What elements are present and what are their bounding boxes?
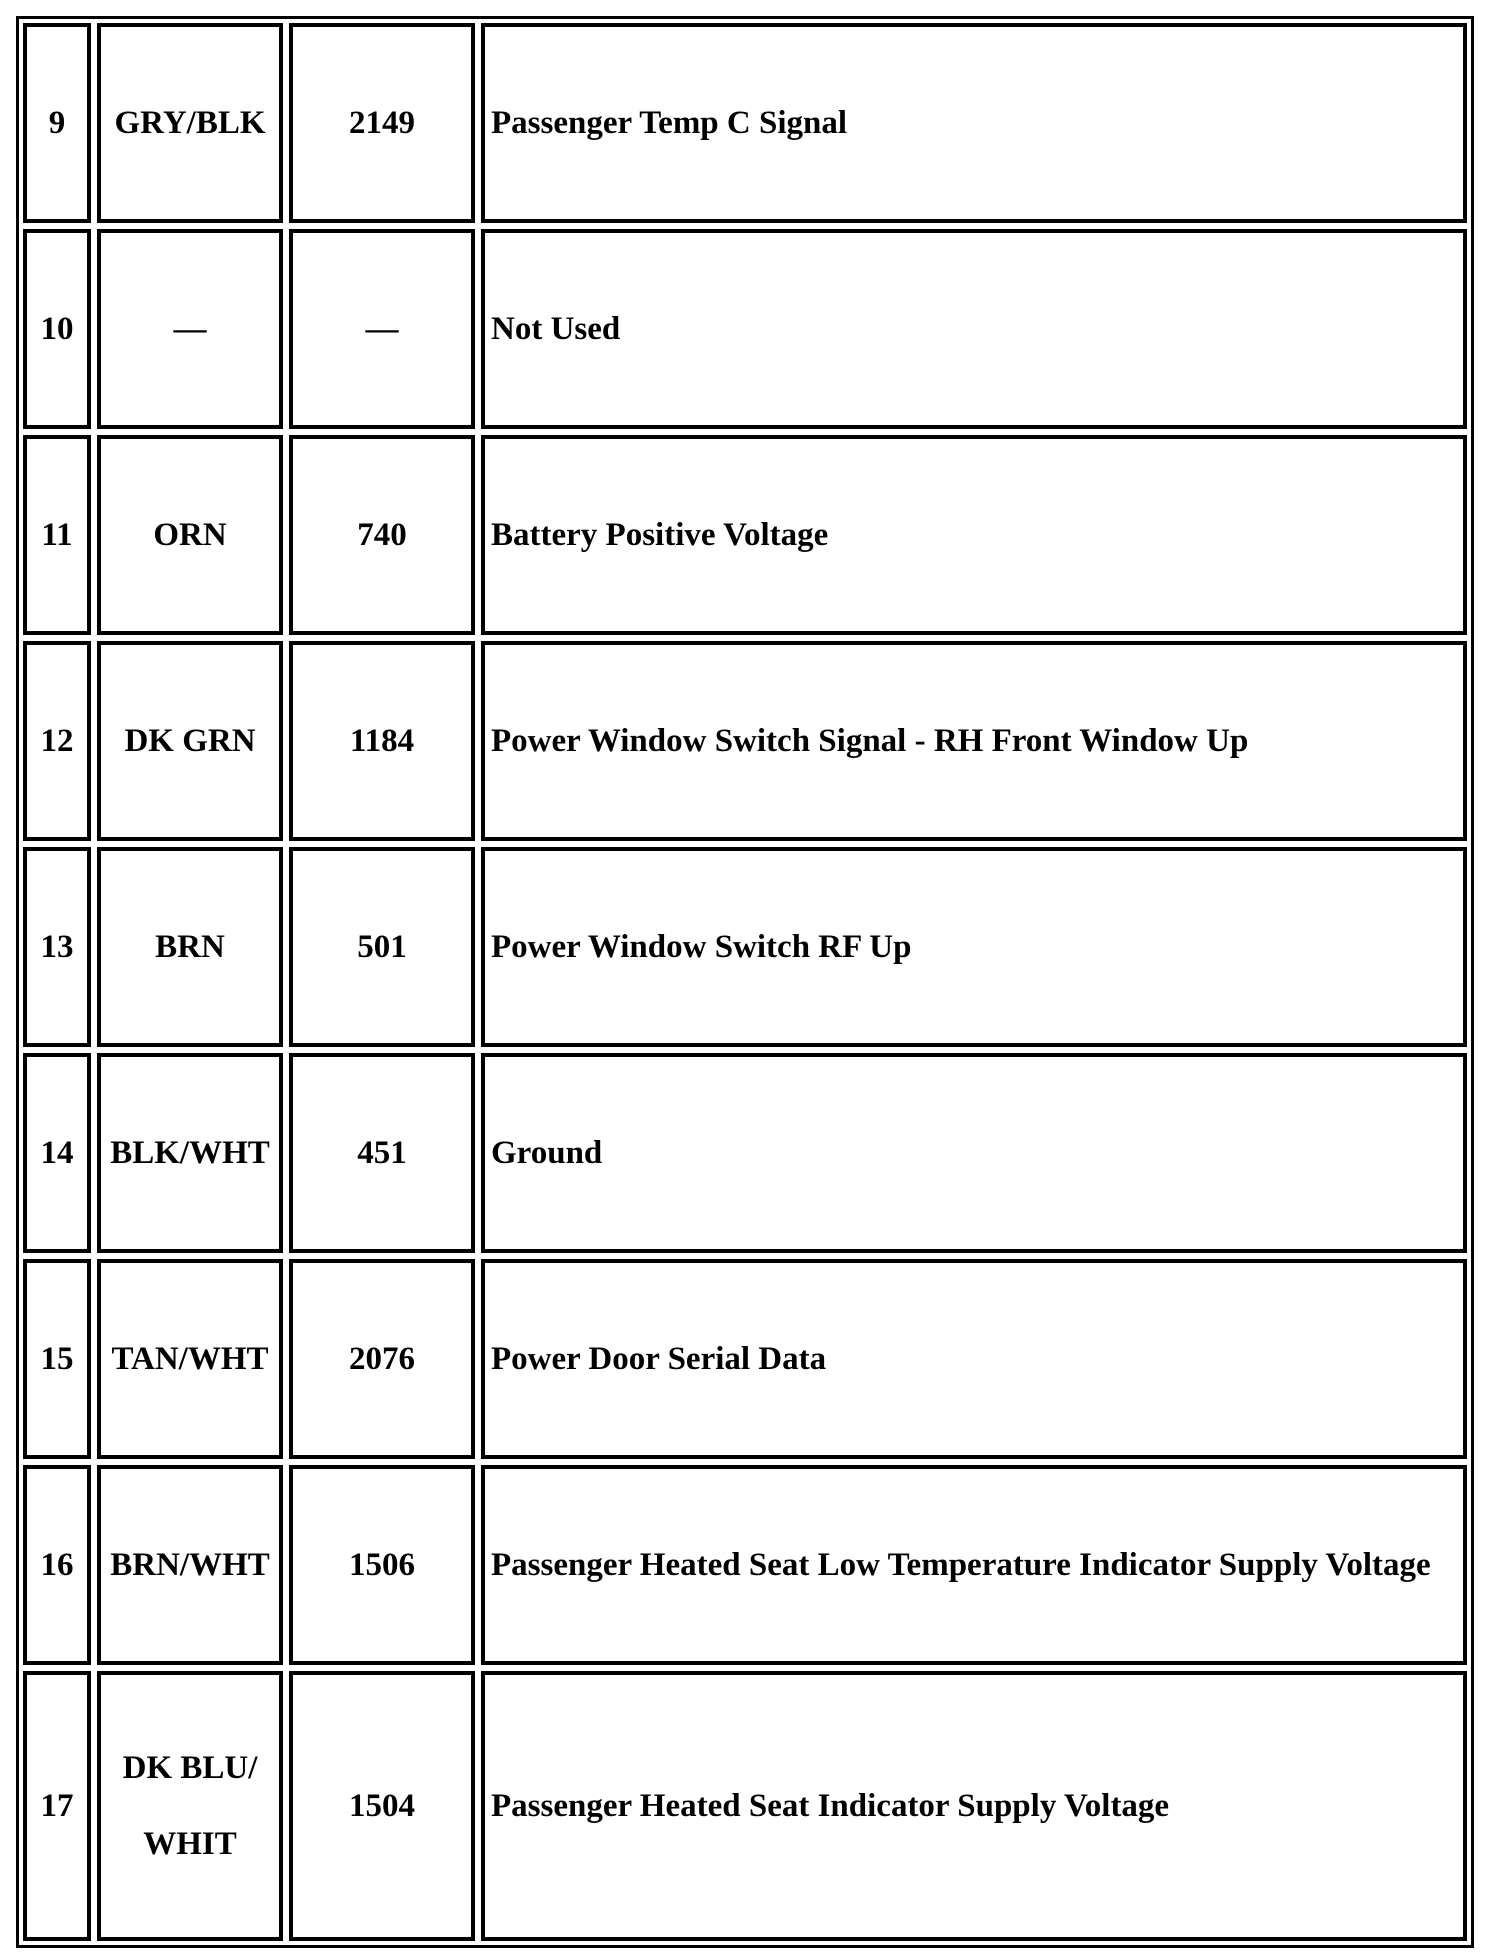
pin-cell: 14 — [23, 1053, 91, 1253]
wire-color-cell: BRN — [97, 847, 283, 1047]
table-row — [23, 1465, 1467, 1665]
wire-color-cell: DK BLU/ WHIT — [97, 1671, 283, 1941]
function-cell: Power Window Switch Signal - RH Front Window Up — [481, 641, 1467, 841]
circuit-number-cell: 451 — [289, 1053, 475, 1253]
circuit-number-cell: 2076 — [289, 1259, 475, 1459]
function-cell: Passenger Temp C Signal — [481, 23, 1467, 223]
pin-cell: 16 — [23, 1465, 91, 1665]
circuit-number-cell: 1184 — [289, 641, 475, 841]
table-row — [23, 1053, 1467, 1253]
pin-cell: 11 — [23, 435, 91, 635]
function-cell: Not Used — [481, 229, 1467, 429]
circuit-number-cell: 1504 — [289, 1671, 475, 1941]
table-row — [23, 1671, 1467, 1941]
wire-color-cell: TAN/WHT — [97, 1259, 283, 1459]
connector-pinout-table — [16, 16, 1474, 1948]
pin-cell: 9 — [23, 23, 91, 223]
function-cell: Power Window Switch RF Up — [481, 847, 1467, 1047]
pin-cell: 17 — [23, 1671, 91, 1941]
circuit-number-cell: 740 — [289, 435, 475, 635]
wire-color-cell: ORN — [97, 435, 283, 635]
wire-color-cell: — — [97, 229, 283, 429]
circuit-number-cell: 501 — [289, 847, 475, 1047]
table-row — [23, 847, 1467, 1047]
function-cell: Battery Positive Voltage — [481, 435, 1467, 635]
pin-cell: 10 — [23, 229, 91, 429]
function-cell: Passenger Heated Seat Low Temperature Indicator Supply Voltage — [481, 1465, 1467, 1665]
circuit-number-cell: 1506 — [289, 1465, 475, 1665]
pinout-table — [17, 17, 1473, 1947]
wire-color-cell: BLK/WHT — [97, 1053, 283, 1253]
pin-cell: 12 — [23, 641, 91, 841]
wire-color-cell: GRY/BLK — [97, 23, 283, 223]
pin-cell: 15 — [23, 1259, 91, 1459]
table-row — [23, 641, 1467, 841]
table-row — [23, 1259, 1467, 1459]
wire-color-cell: BRN/WHT — [97, 1465, 283, 1665]
function-cell: Ground — [481, 1053, 1467, 1253]
circuit-number-cell: 2149 — [289, 23, 475, 223]
pin-cell: 13 — [23, 847, 91, 1047]
circuit-number-cell: — — [289, 229, 475, 429]
function-cell: Passenger Heated Seat Indicator Supply Voltage — [481, 1671, 1467, 1941]
wire-color-cell: DK GRN — [97, 641, 283, 841]
function-cell: Power Door Serial Data — [481, 1259, 1467, 1459]
table-row — [23, 229, 1467, 429]
table-row — [23, 435, 1467, 635]
table-row — [23, 23, 1467, 223]
